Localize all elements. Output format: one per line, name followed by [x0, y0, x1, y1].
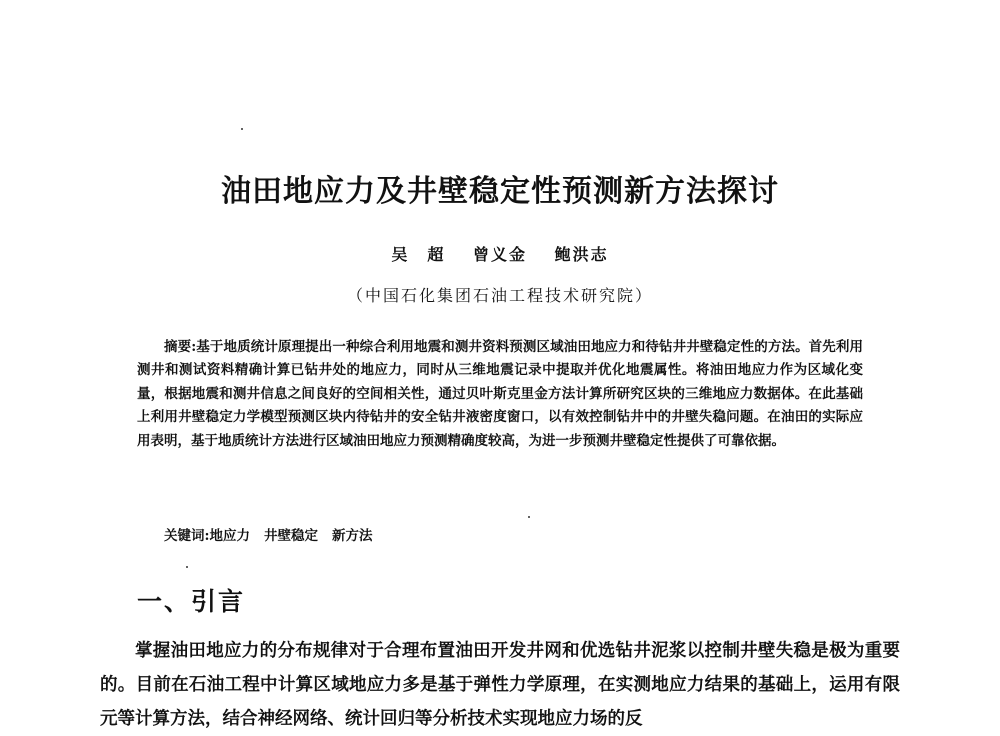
keyword: 地应力: [209, 528, 250, 544]
author-name: 曾义金: [472, 245, 527, 264]
keywords-label: 关键词:: [164, 528, 210, 544]
abstract: [137, 336, 863, 453]
body-paragraph: 掌握油田地应力的分布规律对于合理布置油田开发井网和优选钻井泥浆以控制井壁失稳是极为重要的。目前在石油工程中计算区域地应力多是基于弹性力学原理，在实测地应力结果的基础上，运用有限元等计算方法，结合神经网络、统计回归等分析技术实现地应力场的反: [100, 641, 900, 729]
keyword: 井壁稳定: [263, 528, 318, 544]
scan-speck: [186, 566, 188, 568]
author-affiliation: （中国石化集团石油工程技术研究院）: [346, 286, 653, 305]
abstract-text: 基于地质统计原理提出一种综合利用地震和测井资料预测区域油田地应力和待钻井井壁稳定性的方法。首先利用测井和测试资料精确计算已钻井处的地应力，同时从三维地震记录中提取并优化地震属性。将油田地应力作为区域化变量，根据地震和测井信息之间良好的空间相关性，通过贝叶斯克里金方法计算所研究区块的三维地应力数据体。在此基础上利用井壁稳定力学模型预测区块内待钻井的安全钻井液密度窗口，以有效控制钻井中的井壁失稳问题。在油田的实际应用表明，基于地质统计方法进行区域油田地应力预测精确度较高，为进一步预测井壁稳定性提供了可靠依据。: [137, 339, 864, 449]
author-name: 鲍洪志: [554, 245, 609, 264]
paper-title: 油田地应力及井壁稳定性预测新方法探讨: [221, 174, 779, 209]
abstract-paragraph: [137, 336, 863, 453]
section-heading: 一、引言: [137, 587, 246, 616]
author-list: [0, 242, 1000, 265]
scan-speck: [241, 128, 243, 130]
keywords: [164, 524, 386, 544]
section-body: [100, 634, 900, 736]
abstract-label: 摘要:: [164, 339, 197, 355]
author-name: 吴 超: [391, 245, 446, 264]
keyword: 新方法: [331, 528, 373, 544]
scan-speck: [528, 516, 530, 518]
